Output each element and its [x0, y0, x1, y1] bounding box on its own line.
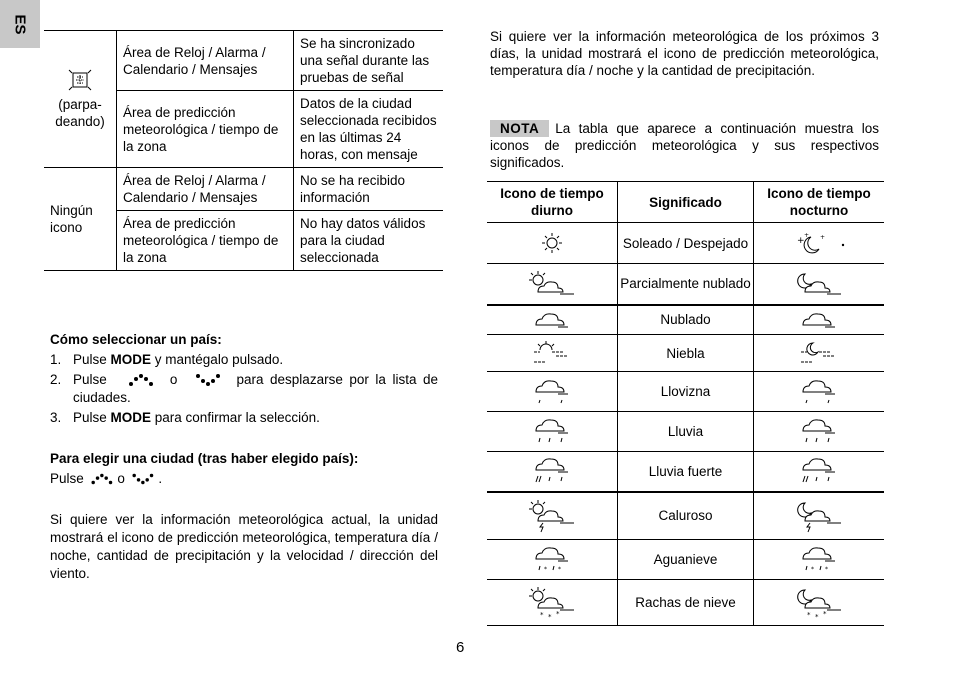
or-text: o	[169, 372, 178, 387]
fog-night-icon	[797, 340, 841, 366]
city-selection-section	[50, 450, 438, 488]
svg-text:*: *	[540, 610, 544, 619]
mode-key: MODE	[110, 410, 152, 425]
meaning-cell: Aguanieve	[618, 540, 754, 580]
moon-icon	[789, 231, 849, 255]
snow-night-icon	[793, 586, 845, 620]
day-icon-cell	[487, 492, 618, 540]
svg-text:+: +	[820, 234, 826, 241]
language-tab-label: ES	[11, 13, 29, 35]
svg-text:*: *	[556, 609, 560, 618]
heavy-rain-icon	[799, 456, 839, 486]
hot-night-icon	[793, 499, 845, 533]
table-row	[487, 452, 884, 492]
or-text: o	[117, 471, 125, 486]
day-icon-cell	[487, 335, 618, 372]
signal-status-table	[44, 30, 443, 271]
night-icon-cell	[754, 335, 885, 372]
no-icon-cell: Ningún icono	[44, 168, 117, 271]
step-text: Pulse	[73, 352, 111, 367]
down-arrow-icon	[192, 374, 222, 386]
table-row	[487, 335, 884, 372]
meaning-cell: Rachas de nieve	[618, 580, 754, 626]
table-row	[487, 305, 884, 335]
night-icon-cell	[754, 264, 885, 305]
svg-text:*: *	[548, 612, 552, 620]
meaning-cell: Lluvia fuerte	[618, 452, 754, 492]
table-row	[487, 372, 884, 412]
meaning-cell: No se ha recibido información	[294, 168, 444, 211]
night-icon-cell	[754, 580, 885, 626]
hot-icon	[526, 499, 578, 533]
night-icon-cell	[754, 492, 885, 540]
svg-text:+: +	[804, 232, 810, 239]
svg-text:*: *	[815, 612, 819, 620]
language-tab	[0, 0, 40, 48]
header-meaning: Significado	[618, 182, 754, 223]
table-row	[487, 223, 884, 264]
step-text: Pulse	[73, 372, 107, 387]
day-icon-cell	[487, 223, 618, 264]
svg-text:*: *	[807, 610, 811, 619]
meaning-cell: Se ha sincronizado una señal durante las pruebas de señal	[294, 31, 444, 91]
up-arrow-icon	[125, 374, 155, 386]
svg-text:*: *	[811, 565, 814, 573]
partly-cloudy-icon	[526, 270, 578, 298]
svg-text:*: *	[544, 565, 547, 573]
note-paragraph	[490, 120, 879, 171]
svg-text:+: +	[797, 236, 805, 246]
table-header-row	[487, 182, 884, 223]
night-icon-cell	[754, 452, 885, 492]
night-icon-cell	[754, 412, 885, 452]
night-icon-cell	[754, 305, 885, 335]
day-icon-cell	[487, 540, 618, 580]
note-label: NOTA	[490, 120, 549, 137]
step-3	[50, 409, 438, 427]
step-text: y mantégalo pulsado.	[151, 352, 284, 367]
cloudy-icon	[532, 309, 572, 331]
page-number: 6	[456, 639, 465, 656]
mode-key: MODE	[110, 352, 152, 367]
meaning-cell: Nublado	[618, 305, 754, 335]
step-number: 3.	[50, 410, 62, 425]
weather-icons-table	[487, 181, 884, 626]
meaning-cell: Caluroso	[618, 492, 754, 540]
rain-icon	[799, 417, 839, 447]
sun-icon	[540, 231, 564, 255]
meaning-cell: Soleado / Despejado	[618, 223, 754, 264]
day-icon-cell	[487, 305, 618, 335]
snow-icon	[526, 586, 578, 620]
city-heading: Para elegir una ciudad (tras haber elegido país):	[50, 451, 359, 466]
down-arrow-icon	[129, 473, 155, 485]
country-selection-section	[50, 331, 438, 427]
country-heading: Cómo seleccionar un país:	[50, 332, 222, 347]
table-row	[487, 540, 884, 580]
current-weather-paragraph: Si quiere ver la información meteorológica actual, la unidad mostrará el icono de predicción meteorológica, temperatura día / noche, cantidad de precipitación y la velocidad / dirección del viento.	[50, 512, 438, 581]
night-icon-cell	[754, 540, 885, 580]
note-text: La tabla que aparece a continuación muestra los iconos de predicción meteorológica y sus respectivos significados.	[490, 121, 879, 170]
step-1	[50, 351, 438, 369]
day-icon-cell	[487, 452, 618, 492]
city-text: .	[158, 471, 163, 486]
meaning-cell: No hay datos válidos para la ciudad seleccionada	[294, 211, 444, 271]
day-icon-cell	[487, 412, 618, 452]
day-icon-cell	[487, 580, 618, 626]
area-cell: Área de Reloj / Alarma / Calendario / Mensajes	[117, 31, 294, 91]
day-icon-cell	[487, 264, 618, 305]
night-icon-cell	[754, 372, 885, 412]
drizzle-icon	[799, 378, 839, 406]
step-2	[50, 371, 438, 407]
area-cell: Área de Reloj / Alarma / Calendario / Mensajes	[117, 168, 294, 211]
meaning-cell: Parcialmente nublado	[618, 264, 754, 305]
day-icon-cell	[487, 372, 618, 412]
partly-cloudy-night-icon	[793, 270, 845, 298]
header-day-icon: Icono de tiempo diurno	[487, 182, 618, 223]
blinking-icon-cell	[44, 31, 117, 168]
step-text: Pulse	[73, 410, 111, 425]
table-row	[487, 412, 884, 452]
svg-text:*: *	[825, 565, 828, 573]
step-number: 2.	[50, 372, 62, 387]
area-cell: Área de predicción meteorológica / tiempo de la zona	[117, 91, 294, 168]
sleet-icon	[532, 545, 572, 575]
cloudy-icon	[799, 309, 839, 331]
step-text: para desplazarse por la lista de ciudades.	[73, 372, 438, 405]
meaning-cell: Llovizna	[618, 372, 754, 412]
sleet-icon	[799, 545, 839, 575]
step-number: 1.	[50, 352, 62, 367]
night-icon-cell	[754, 223, 885, 264]
heavy-rain-icon	[532, 456, 572, 486]
svg-text:*: *	[558, 565, 561, 573]
area-cell: Área de predicción meteorológica / tiempo de la zona	[117, 211, 294, 271]
city-text: Pulse	[50, 471, 84, 486]
meaning-cell: Niebla	[618, 335, 754, 372]
header-night-icon: Icono de tiempo nocturno	[754, 182, 885, 223]
forecast-paragraph: Si quiere ver la información meteorológica de los próximos 3 días, la unidad mostrará el icono de predicción meteorológica, temperatura día / noche y la cantidad de precipitación.	[490, 29, 879, 78]
drizzle-icon	[532, 378, 572, 406]
table-row	[487, 492, 884, 540]
meaning-cell: Datos de la ciudad seleccionada recibidos en las últimas 24 horas, con mensaje	[294, 91, 444, 168]
svg-text:*: *	[823, 609, 827, 618]
up-arrow-icon	[88, 473, 114, 485]
fog-icon	[530, 340, 574, 366]
table-row	[487, 264, 884, 305]
signal-tower-icon	[67, 68, 93, 92]
meaning-cell: Lluvia	[618, 412, 754, 452]
city-instruction	[50, 470, 438, 488]
table-row	[487, 580, 884, 626]
rain-icon	[532, 417, 572, 447]
blinking-label: (parpa- deando)	[55, 97, 105, 129]
step-text: para confirmar la selección.	[151, 410, 320, 425]
